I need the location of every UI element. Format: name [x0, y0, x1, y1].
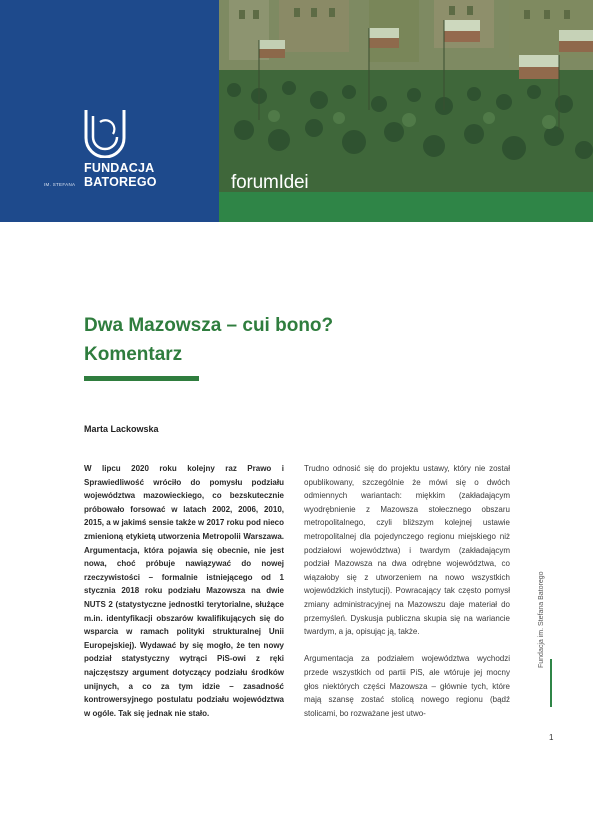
logo-text-batorego: BATOREGO	[84, 175, 157, 189]
series-banner	[219, 192, 593, 222]
foundation-logo-icon	[83, 108, 127, 158]
side-label: Fundacja im. Stefana Batorego	[538, 571, 545, 668]
article-title-line2: Komentarz	[84, 344, 183, 365]
body-paragraph-2: Argumentacja za podziałem województwa wychodzi przede wszystkich od partii PiS, ale wtóruje jej mocny głos niektórych części Mazowsza – głównie tych, które mają szansę zostać stolicą nowego regionu (bądź stolicami, bo rozważane jest utwo-	[304, 654, 510, 718]
crowd-with-flags-photo	[219, 0, 593, 192]
lead-column	[84, 462, 284, 720]
side-rule	[550, 659, 552, 707]
lead-paragraph: W lipcu 2020 roku kolejny raz Prawo i Sprawiedliwość wróciło do pomysłu podziału województwa mazowieckiego, co bezskutecznie próbowało forsować w latach 2002, 2006, 2010, 2015, a w jakimś sensie także w 2017 roku pod nieco zmienioną etykietą utworzenia Metropolii Warszawa. Argumentacja, która pojawia się obecnie, nie jest nowa, choć próbuje nawiązywać do nowej rzeczywistości – formalnie istniejącego od 1 stycznia 2018 roku podziału Mazowsza na dwie NUTS 2 (statystyczne jednostki terytorialne, służące m.in. identyfikacji obszarów kwalifikujących się do wsparcia w ramach polityki strukturalnej Unii Europejskiej). Wydawać by się mogło, że ten nowy podział statystyczny wytrąci PiS-owi z ręki najczęstszy argument dotyczący podziału środków unijnych, a co za tym idzie – zasadność kontrowersyjnego postulatu podziału województwa w ogóle. Tak się jednak nie stało.	[84, 464, 284, 718]
body-column	[304, 462, 510, 720]
title-underline	[84, 376, 199, 381]
page-number: 1	[549, 733, 554, 742]
header-photo	[219, 0, 593, 192]
body-paragraph-1: Trudno odnosić się do projektu ustawy, który nie został opublikowany, szczególnie że mówi się o dwóch odmiennych wariantach: miękkim (zakładającym wyodrębnienie z Mazowsza stołecznego obszaru metropolitalnego, czyli bliższym kolejnej ustawie metropolitalnej dla pojedynczego regionu miejskiego niż podziałowi województwa) i twardym (zakładającym podział Mazowsza na dwa odrębne województwa, co wiązałoby się z utworzeniem na nowo wszystkich wojewódzkich instytucji). Powracający tak często pomysł zmiany administracyjnej na Mazowszu daje materiał do przemyśleń. Dyskusja publiczna skupia się na wariancie twardym, a ja, opisując ją, także.	[304, 464, 510, 637]
article-title-line1: Dwa Mazowsza – cui bono?	[84, 315, 334, 336]
article-title	[84, 311, 524, 369]
author-name: Marta Lackowska	[84, 424, 159, 434]
series-name: forumIdei	[231, 172, 309, 193]
logo-text-fundacja: FUNDACJA	[84, 161, 155, 175]
logo-text-prefix: IM. STEFANA	[44, 182, 76, 187]
